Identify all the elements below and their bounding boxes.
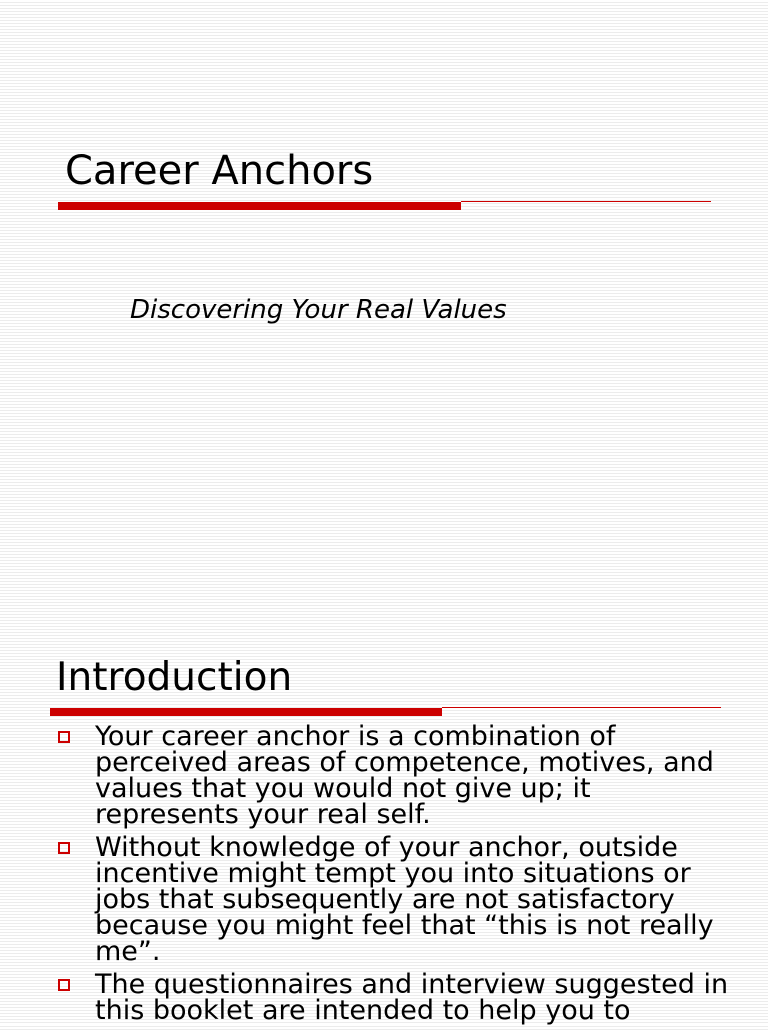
hollow-square-bullet-icon [58, 842, 70, 854]
slide-subtitle: Discovering Your Real Values [130, 295, 507, 325]
title-underline-thick [50, 708, 442, 716]
slide-title: Career Anchors [65, 148, 374, 194]
title-underline-thin [442, 707, 721, 708]
bullet-text: Your career anchor is a combination of perceived areas of competence, motives, and values that you would not give up; it represents your real self. [95, 721, 714, 830]
slide-title: Introduction [56, 655, 293, 700]
title-underline-thick [58, 202, 461, 210]
bullet-text: Without knowledge of your anchor, outside incentive might tempt you into situations or jobs that subsequently are not satisfactory because you might feel that “this is not really me”. [95, 832, 714, 967]
hollow-square-bullet-icon [58, 731, 70, 743]
bullet-text: The questionnaires and interview suggested in this booklet are intended to help you to [95, 969, 729, 1026]
bullet-item [0, 721, 768, 830]
bullet-list [0, 721, 768, 1031]
hollow-square-bullet-icon [58, 979, 70, 991]
bullet-item [0, 969, 768, 1026]
title-underline-thin [461, 201, 711, 202]
introduction-slide [0, 640, 768, 1024]
bullet-item [0, 832, 768, 967]
